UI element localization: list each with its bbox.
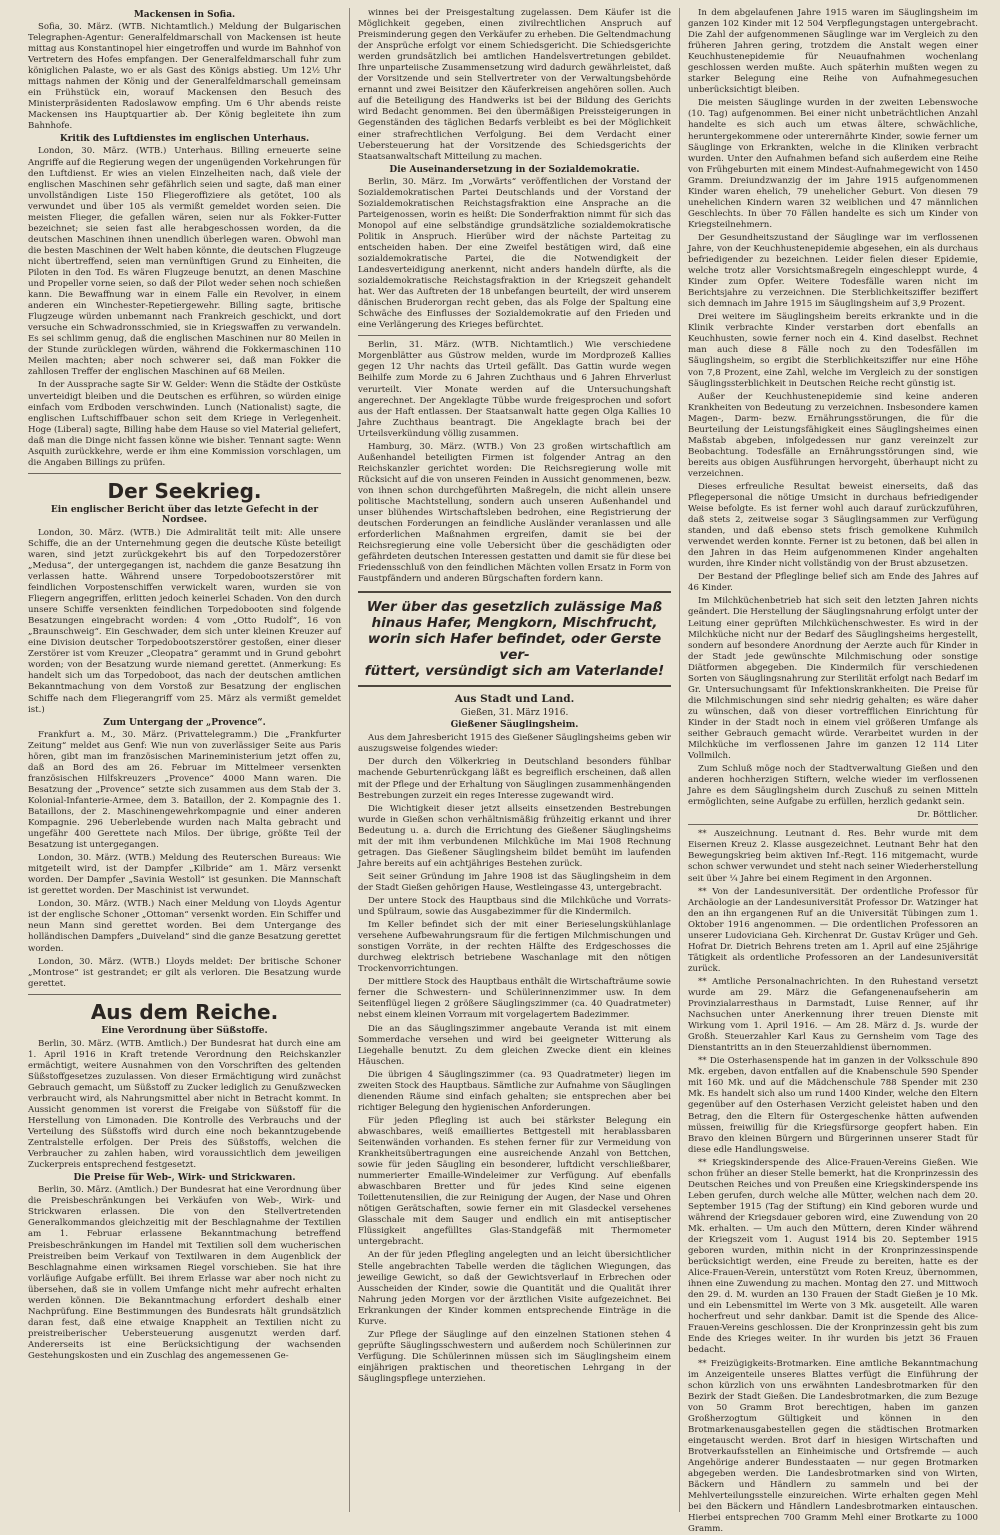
article-provence: Frankfurt a. M., 30. März. (Privattelegramm.) Die „Frankfurter Zeitung“ meldet aus Genf: Wie nun von zuverlässiger Seite aus Paris hören, gibt man im französischen Marineministerium jetzt offen zu, daß an Bord des am 26. Februar im Mittelmeer versenkten französischen Hilfskreuzers „Provence“ 4000 Mann waren. Die Besatzung der „Provence“ setzte sich zusammen aus dem Stab der 3. Kolonial-Infanterie-Armee, dem 3. Bataillon, der 2. Kompagnie des 1. Bataillons, der 2. Maschinengewehrkompagnie und einer anderen Kompagnie. 296 Ueberlebende wurden nach Malta gebracht und ungefähr 400 Gerettete nach Milos. Der übrige, größte Teil der Besatzung ist untergegangen. xyxy=(28,729,341,851)
article-saeugling-11: An der für jeden Pflegling angelegten und an leicht übersichtlicher Stelle angebrachten Tabelle werden die täglichen Wiegungen, das jeweilige Gewicht, so daß der Gewichtsverlauf in Erbrechen oder Ausscheiden der Kinder, sowie die Quantität und die Qualität ihrer Nahrung jeden Morgen vor der ärztlichen Visite aufgezeichnet. Bei Erkrankungen der Kinder kommen entsprechende Einträge in die Kurve. xyxy=(358,1250,671,1327)
article-heim-a: In dem abgelaufenen Jahre 1915 waren im Säuglingsheim im ganzen 102 Kinder mit 12 504 Verpflegungstagen untergebracht. Die Zahl der aufgenommenen Säuglinge war im Vergleich zu den früheren Jahren gering, trotzdem die Anstalt wegen einer Keuchhustenepidemie für Neuaufnahmen wochenlang geschlossen werden mußte. Auch späterhin mußten wegen zu starker Belegung eine Reihe von Aufnahmegesuchen unberücksichtigt bleiben. xyxy=(688,8,978,96)
article-saeugling-5: Der untere Stock des Hauptbaus sind die Milchküche und Vorrats- und Spülraum, sowie das Ausgabezimmer für die Kindermilch. xyxy=(358,896,671,918)
article-heim-e: Außer der Keuchhustenepidemie sind keine anderen Krankheiten von Bedeutung zu verzeichnen. Insbesondere kamen Magen-, Darm- bezw. Ernährungsstörungen, die für die Beurteilung der Leistungsfähigkeit eines Säuglingsheimes einen Maßstab abgeben, infolgedessen nur ganz vereinzelt zur Beobachtung. Todesfälle an Ernährungsstörungen sind, wie bereits aus obigen Ausführungen hervorgeht, überhaupt nicht zu verzeichnen. xyxy=(688,391,978,479)
notice-box xyxy=(358,591,671,687)
divider xyxy=(28,994,341,995)
notice-line-4: füttert, versündigt sich am Vaterlande! xyxy=(364,663,665,680)
divider xyxy=(688,824,978,825)
article-heim-i: Zum Schluß möge noch der Stadtverwaltung Gießen und den anderen hochherzigen Stiftern, welche wieder im verflossenen Jahre es dem Säuglingsheim durch Zuschuß zu seinen Mitteln ermöglichten, seine Aufgabe zu erfüllen, herzlich gedankt sein. xyxy=(688,764,978,808)
article-saeugling-9: Die übrigen 4 Säuglingszimmer (ca. 93 Quadratmeter) liegen im zweiten Stock des Hauptbaus. Sämtliche zur Aufnahme von Säuglingen dienenden Räume sind einfach gehalten; sie entsprechen aber bei richtiger Belegung den hygienischen Anforderungen. xyxy=(358,1069,671,1113)
article-london-2: London, 30. März. (WTB.) Nach einer Meldung von Lloyds Agentur ist der englische Schoner „Ottoman“ versenkt worden. Ein Schiffer und neun Mann sind gerettet worden. Bei dem Untergange des holländischen Dampfers „Duiveland“ sind die ganze Besatzung gerettet worden. xyxy=(28,899,341,954)
note-brotmarken: ** Freizügigkeits-Brotmarken. Eine amtliche Bekanntmachung im Anzeigenteile unseres Blattes verfügt die Einführung der schon kürzlich von uns erwähnten Landesbrotmarken für den Bezirk der Stadt Gießen. Die Landesbrotmarken, die zum Bezuge von 50 Gramm Brot berechtigen, haben im ganzen Großherzogtum Gültigkeit und können in den Brotmarkenausgabestellen gegen die städtischen Brotmarken eingetauscht werden. Brot darf in hiesigen Wirtschaften und Brotverkaufsstellen an Einheimische und Ortsfremde — auch Angehörige anderer Bundesstaaten — nur gegen Brotmarken abgegeben werden. Die Landesbrotmarken sind von Wirten, Bäckern und Händlern zu sammeln und bei der Mehlverteilungsstelle einzureichen. Wirte erhalten gegen Mehl bei den Bäckern und Händlern Landesbrotmarken eintauschen. Hierbei entsprechen 700 Gramm Mehl einer Brotkarte zu 1000 Gramm. xyxy=(688,1358,978,1535)
note-osterhasen: ** Die Osterhasenspende hat im ganzen in der Volksschule 890 Mk. ergeben, davon entfallen auf die Knabenschule 590 Spender mit 160 Mk. und auf die Mädchenschule 788 Spender mit 230 Mk. Es handelt sich also um rund 1400 Kinder, welche den Eltern gegenüber auf den Osterhasen Verzicht geleistet haben und den Betrag, den die Eltern für Ostergeschenke hätten aufwenden müssen, freiwillig für die Kriegsfürsorge geopfert haben. Ein Bravo den kleinen Bürgern und Bürgerinnen unserer Stadt für diese edle Handlungsweise. xyxy=(688,1056,978,1155)
notice-line-1: Wer über das gesetzlich zulässige Maß xyxy=(366,599,663,616)
article-heim-h: Im Milchküchenbetrieb hat sich seit den letzten Jahren nichts geändert. Die Herstellung der Säuglingsnahrung erfolgt unter der Leitung einer geprüften Milchküchenschwester. Es wird in der Milchküche nicht nur der Bedarf des Säuglingsheims hergestellt, sondern auf besondere Anordnung der Aerzte auch für Kinder in der Stadt jede gewünschte Milchmischung oder sonstige Diätformen abgegeben. Die Kindermilch für verschiedenen Sorten von Säuglingsnahrung zur Sterilität erfolgt nach Bedarf im Gr. Untersuchungsamt für Infektionskrankheiten. Die Preise für die Milchmischungen sind sehr niedrig gehalten; es wäre daher zu wünschen, daß von dieser vortrefflichen Einrichtung für Kinder in der Stadt noch in einem viel größeren Umfange als seither Gebrauch gemacht würde. Verarbeitet wurden in der Milchküche im verflossenen Jahre im ganzen 12 114 Liter Vollmilch. xyxy=(688,596,978,762)
article-suessstoff: Berlin, 30. März. (WTB. Amtlich.) Der Bundesrat hat durch eine am 1. April 1916 in Kraft tretende Verordnung den Reichskanzler ermächtigt, weitere Ausnahmen von den Vorschriften des geltenden Süßstoffgesetzes zuzulassen. Von dieser Ermächtigung wird zunächst Gebrauch gemacht, um Süßstoff zu Zucker lediglich zu Genußzwecken verbraucht wird, als Nahrungsmittel aber nicht in Betracht kommt. In Aussicht genommen ist vorerst die Freigabe von Süßstoff für die Herstellung von Limonaden. Die Kontrolle des Verbrauchs und der Verteilung des Süßstoffs wird durch eine noch bekanntzugebende Zentralstelle erfolgen. Der Preis des Süßstoffs, welchen die Verbraucher zu zahlen haben, wird voraussichtlich dem jeweiligen Zuckerpreis entsprechend festgesetzt. xyxy=(28,1038,341,1171)
article-sozialdemokratie: Berlin, 30. März. Im „Vorwärts“ veröffentlichen der Vorstand der Sozialdemokratischen Partei Deutschlands und der Vorstand der Sozialdemokratischen Reichstagsfraktion eine Ansprache an die Parteigenossen, worin es heißt: Die Sonderfraktion nimmt für sich das Monopol auf eine selbständige grundsätzliche sozialdemokratische Politik in Anspruch. Hierüber wird der nächste Parteitag zu entscheiden haben. Der eine Zweifel bestätigen wird, daß eine sozialdemokratische Partei, die die Notwendigkeit der Landesverteidigung anerkennt, nicht anders handeln dürfte, als die sozialdemokratische Reichstagsfraktion in der Kriegszeit gehandelt hat. Wer das Auftreten der 18 unbefangen beurteilt, der wird unserem dänischen Bruderorgan recht geben, das als Folge der Spaltung eine Schwäche des Einflusses der Sozialdemokratie auf den Frieden und eine Verlängerung des Krieges befürchtet. xyxy=(358,176,671,331)
note-personal: ** Amtliche Personalnachrichten. In den Ruhestand versetzt wurde am 29. März die Gefangenenaufseherin am Provinzialarresthaus in Darmstadt, Luise Renner, auf ihr Nachsuchen unter Anerkennung ihrer treuen Dienste mit Wirkung vom 1. April 1916. — Am 28. März d. Js. wurde der Großh. Steuerzahler Karl Kaus zu Gernsheim vom Tage des Dienstantritts an in den Steuerzahldienst übernommen. xyxy=(688,976,978,1054)
note-universitaet: ** Von der Landesuniversität. Der ordentliche Professor für Archäologie an der Landesuniversität Professor Dr. Watzinger hat den an ihn ergangenen Ruf an die Universität Tübingen zum 1. Oktober 1916 angenommen. — Die ordentlichen Professoren an unserer Ludoviciana Geh. Kirchenrat Dr. Gustav Krüger und Geh. Hofrat Dr. Dietrich Behrens treten am 1. April auf eine 25jährige Tätigkeit als ordentliche Professoren an der Landesuniversität zurück. xyxy=(688,886,978,974)
divider xyxy=(28,473,341,474)
article-london-1: London, 30. März. (WTB.) Meldung des Reuterschen Bureaus: Wie mitgeteilt wird, ist der Dampfer „Kilbride“ am 1. März versenkt worden. Der Dampfer „Savinia Westoll“ ist gesunken. Die Mannschaft ist gerettet worden. Der Maschinist ist verwundet. xyxy=(28,853,341,897)
article-saeugling-6: Im Keller befindet sich der mit einer Berieselungskühlanlage versehene Aufbewahrungsraum für die fertigen Milchmischungen und sonstigen Vorräte, in der rechten Hälfte des Erdgeschosses die durchweg elektrisch betriebene Waschanlage mit den nötigen Trockenvorrichtungen. xyxy=(358,920,671,975)
column-middle xyxy=(350,8,680,1512)
heading-preise: Die Preise für Web-, Wirk- und Strickwaren. xyxy=(73,1173,296,1184)
heading-reiche: Aus dem Reiche. xyxy=(90,999,279,1024)
note-kriegskinder: ** Kriegskinderspende des Alice-Frauen-Vereins Gießen. Wie schon früher an dieser Stelle bemerkt, hat die Kronprinzessin des Deutschen Reiches und von Preußen eine Kriegskinderspende ins Leben gerufen, durch welche alle Mütter, welchen nach dem 20. September 1915 (Tag der Stiftung) ein Kind geboren wurde und während der Kriegsdauer geboren wird, eine Zuwendung von 20 Mk. erhalten. — Um auch den Müttern, deren Kinder während der Kriegszeit vom 1. August 1914 bis 20. September 1915 geboren wurden, mithin nicht in der Kronprinzessinspende berücksichtigt werden, eine Freude zu bereiten, hatte es der Alice-Frauen-Verein, unterstützt vom Roten Kreuz, übernommen, ihnen eine Zuwendung zu machen. Montag den 27. und Mittwoch den 29. d. M. wurden an 130 Frauen der Stadt Gießen je 10 Mk. und ein Lebensmittel im Werte von 3 Mk. ausgeteilt. Alle waren hocherfreut und sehr dankbar. Damit ist die Spende des Alice-Frauen-Vereins geschlossen. Die der Kronprinzessin geht bis zum Ende des Krieges weiter. In ihr wurden bis jetzt 36 Frauen bedacht. xyxy=(688,1157,978,1356)
article-heim-f: Dieses erfreuliche Resultat beweist einerseits, daß das Pflegepersonal die nötige Umsicht in durchaus befriedigender Weise befolgte. Es ist ferner wohl auch darauf zurückzuführen, daß stets 2, zeitweise sogar 3 Säuglingsammen zur Verfügung standen, und daß ebenso stets frisch gemolkene Kuhmilch verwendet werden konnte. Ferner ist zu betonen, daß bei allen in den Jahren in das Heim aufgenommenen Kinder angehalten wurden, ihre Kinder nicht vollständig von der Brust abzusetzen. xyxy=(688,481,978,570)
heading-seekrieg: Der Seekrieg. xyxy=(107,478,262,503)
dateline: Gießen, 31. März 1916. xyxy=(460,708,569,719)
article-saeugling-10: Für jeden Pflegling ist auch bei stärkster Belegung ein abwaschbares, weiß emailliertes Bettgestell mit herablassbaren Seitenwänden vorhanden. Es stehen ferner für zur Vermeidung von Krankheitsübertragungen eine ausreichende Anzahl von Bettchen, sowie für jeden Säugling ein besonderer, luftdicht verschließbarer, nummerierter Emaille-Windeleimer zur Verfügung. Auf ebenfalls abwaschbaren Bretter und für jedes Kind seine eigenen Toilettenutensilien, die zur Reinigung der Augen, der Nase und Ohren nötigen Gerätschaften, sowie ferner ein mit Glasdeckel versehenes Glasschale mit dem Sauger und endlich ein mit antiseptischer Flüssigkeit angefülltes Glas-Standgefäß mit Thermometer untergebracht. xyxy=(358,1115,671,1248)
subheading-seekrieg: Ein englischer Bericht über das letzte Gefecht in der Nordsee. xyxy=(50,504,319,525)
subheading-saeuglingsheim: Gießener Säuglingsheim. xyxy=(450,720,579,731)
article-mordprozess: Berlin, 31. März. (WTB. Nichtamtlich.) Wie verschiedene Morgenblätter aus Güstrow melden, wurde im Mordprozeß Kallies gegen 12 Uhr nachts das Urteil gefällt. Das Gattin wurde wegen Beihilfe zum Morde zu 6 Jahren Zuchthaus und 6 Jahren Ehrverlust verurteilt. Vier Monate werden auf die Untersuchungshaft angerechnet. Der Angeklagte Tübbe wurde freigesprochen und sofort aus der Haft entlassen. Der Staatsanwalt hatte gegen Olga Kallies 10 Jahre Zuchthaus beantragt. Die Angeklagte brach bei der Urteilsverkündung völlig zusammen. xyxy=(358,340,671,439)
subheading-reiche: Eine Verordnung über Süßstoffe. xyxy=(101,1025,268,1036)
divider xyxy=(358,335,671,336)
article-saeugling-7: Der mittlere Stock des Hauptbaus enthält die Wirtschafträume sowie ferner die Schwestern- und Schülerinnenzimmer usw. In dem Seitenflügel liegen 2 größere Säuglingszimmer (ca. 40 Quadratmeter) nebst einem kleinen Vorraum mit vorgelagertem Badezimmer. xyxy=(358,977,671,1021)
notice-line-2: hinaus Hafer, Mengkorn, Mischfrucht, xyxy=(371,615,658,632)
article-kritik-2: In der Aussprache sagte Sir W. Gelder: Wenn die Städte der Ostküste unverteidigt bleiben und die Deutschen es erführen, so würden einige einfach vom Erdboden verschwinden. Lunch (Nationalist) sagte, die englischen Luftschiffbauer schon seit dem Kriege in Verlegenheit. Hoge (Liberal) sagte, Billing habe dem Hause so viel Material geliefert, daß man die Dinge nicht fassen könne wie bisher. Tennant sagte: Wenn Asquith zurückkehre, werde er ihm eine Kommission vorschlagen, um die Angaben Billings zu prüfen. xyxy=(28,380,341,468)
heading-mackensen: Mackensen in Sofia. xyxy=(133,10,236,20)
article-saeugling-2: Der durch den Völkerkrieg in Deutschland besonders fühlbar machende Geburtenrückgang läßt es begreiflich erscheinen, daß allen mit der Pflege und der Erhaltung von Säuglingen zusammenhängenden Bestrebungen zurzeit ein reges Interesse zugewandt wird. xyxy=(358,757,671,801)
column-right xyxy=(680,8,986,1535)
article-saeugling-12: Zur Pflege der Säuglinge auf den einzelnen Stationen stehen 4 geprüfte Säuglingsschwestern und außerdem noch Schülerinnen zur Verfügung. Die Schülerinnen müssen sich im Säuglingsheim einem einjährigen praktischen und theoretischen Lehrgang in der Säuglingspflege unterziehen. xyxy=(358,1329,671,1384)
article-saeugling-3: Die Wichtigkeit dieser jetzt allseits einsetzenden Bestrebungen wurde in Gießen schon verhältnismäßig frühzeitig erkannt und ihrer Bedeutung u. a. durch die Errichtung des Gießener Säuglingsheims mit der mit ihm verbundenen Milchküche im Mai 1908 Rechnung getragen. Das Gießener Säuglingsheim bildet bemüht im laufenden Jahre bereits auf ein achtjähriges Bestehen zurück. xyxy=(358,803,671,869)
article-saeugling-8: Die an das Säuglingszimmer angebaute Veranda ist mit einem Sommerdache versehen und wird bei geeigneter Witterung als Liegehalle benutzt. Zu dem gleichen Zwecke dient ein kleines Häuschen. xyxy=(358,1023,671,1067)
article-heim-g: Der Bestand der Pfleglinge belief sich am Ende des Jahres auf 46 Kinder. xyxy=(688,572,978,594)
article-saeugling-4: Seit seiner Gründung im Jahre 1908 ist das Säuglingsheim in dem der Stadt Gießen gehörigen Hause, Westleingasse 43, untergebracht. xyxy=(358,871,671,893)
article-preise-cont: winnes bei der Preisgestaltung zugelassen. Dem Käufer ist die Möglichkeit gegeben, einen zivilrechtlichen Anspruch auf Preisminderung gegen den Verkäufer zu erheben. Die Geltendmachung der Ansprüche erfolgt vor einem Schiedsgericht. Die Schiedsgerichte werden grundsätzlich bei amtlichen Handelsvertretungen gebildet. Ihre unparteiische Zusammensetzung wird dadurch gewährleistet, daß der Vorsitzende und sein Stellvertreter von der Verwaltungsbehörde ernannt und zwei Beisitzer den Käuferkreisen angehören sollen. Auch auf die Beteiligung des Handwerks ist bei der Bildung des Gerichts wird Bedacht genommen. Bei den übermäßigen Preissteigerungen in Gegenständen des täglichen Bedarfs verbleibt es bei der Möglichkeit einer strafrechtlichen Verfolgung. Bei dem Verdacht einer Uebersteuerung hat der Vorsitzende des Schiedsgerichts der Staatsanwaltschaft Mitteilung zu machen. xyxy=(358,8,671,162)
article-sofia: Sofia, 30. März. (WTB. Nichtamtlich.) Meldung der Bulgarischen Telegraphen-Agentur: Generalfeldmarschall von Mackensen ist heute mittag aus Konstantinopel hier eingetroffen und wurde im Bahnhof von Vertretern des Hofes empfangen. Der Generalfeldmarschall fuhr zum königlichen Palaste, wo er als Gast des Königs abstieg. Um 12½ Uhr mittags nahmen der König und der Generalfeldmarschall gemeinsam ein Frühstück ein, worauf Mackensen den Besuch des Ministerpräsidenten Radoslawow empfing. Um 6 Uhr abends reiste Mackensen ins Hauptquartier ab. Der König begleitete ihn zum Bahnhofe. xyxy=(28,22,341,132)
article-preise: Berlin, 30. März. (Amtlich.) Der Bundesrat hat eine Verordnung über die Preisbeschränkungen bei Verkäufen von Web-, Wirk- und Strickwaren erlassen. Die von den Stellvertretenden Generalkommandos gleichzeitig mit der Beschlagnahme der Textilien am 1. Februar erlassene Bekanntmachung betreffend Preisbeschränkungen im Handel mit Textilien soll dem wucherischen Preistreiben beim Verkauf von Textilwaren in dem Augenblick der Beschlagnahme einen wirksamen Riegel vorschieben. Sie hat ihre vorläufige Aufgabe erfüllt. Bei ihrem Erlasse war aber noch nicht zu übersehen, daß sie in vollem Umfange nicht mehr aufrecht erhalten werden können. Die Bekanntmachung erfordert deshalb einer Nachprüfung. Eine Bestimmungen des Bundesrats hält grundsätzlich daran fest, daß eine etwaige Knappheit an Textilien nicht zu preistreiberischer Uebersteuerung ausgenutzt werden darf. Andererseits ist eine Berücksichtigung der wachsenden Gestehungskosten und ein Zuschlag des angemessenen Ge- xyxy=(28,1185,341,1361)
column-left xyxy=(20,8,350,1512)
article-london-3: London, 30. März. (WTB.) Lloyds meldet: Der britische Schoner „Montrose“ ist gestrandet; er gilt als verloren. Die Besatzung wurde gerettet. xyxy=(28,956,341,989)
article-kritik-1: London, 30. März. (WTB.) Unterhaus. Billing erneuerte seine Angriffe auf die Regierung wegen der ungenügenden Vorkehrungen für den Luftdienst. Er wies an vielen Einzelheiten nach, daß viele der englischen Maschinen sehr gefährlich seien und sagte, daß man einer unvollständigen Liste 150 Fliegeroffiziere als getötet, 100 als verwundet und über 105 als vermißt gemeldet worden seien. Die meisten Flieger, die gefallen wären, seien nur als Fokker-Futter bezeichnet; sie seien fast alle herabgeschossen worden, da die deutschen Maschinen ihnen unendlich überlegen waren. Obwohl man die besten Maschinen der Welt haben könnte, die deutschen Flugzeuge nicht übertreffend, seien man vernünftigen Grund zu Einheiten, die Piloten in den Tod. Es wären Flugzeuge benutzt, an denen Maschine und Propeller vorne seien, so daß der Pilot weder sehen noch schießen kann. Die Bewaffnung war in einem Falle ein Revolver, in einem anderen ein Winchester-Repetiergewehr. Billing sagte, britische Flugzeuge würden unbemannt nach Frankreich geschickt, und dort versuche ein Schwadronsschmied, sie in Kriegswaffen zu verwandeln. Es sei schlimm genug, daß die englischen Maschinen nur 80 Meilen in der Stunde zurücklegen würden, während die Fokkermaschinen 110 Meilen machten; aber noch schwerer sei, daß man Fokker die zahllosen Treffer der englischen Maschinen auf 68 Meilen. xyxy=(28,146,341,378)
article-hamburg: Hamburg, 30. März. (WTB.) Von 23 großen wirtschaftlich am Außenhandel beteiligten Firmen ist folgender Antrag an den Reichskanzler gerichtet worden: Die Reichsregierung wolle mit Rücksicht auf die von unseren Feinden in Aussicht genommenen, bezw. von ihnen schon durchgeführten Maßregeln, die nicht allein unsere politische Machtstellung, sondern auch unseren Außenhandel und unser blühendes Wirtschaftsleben bedrohen, eine Registrierung der deutschen Forderungen an feindliche Ausländer veranlassen und alle erforderlichen Maßnahmen ergreifen, damit sie bei der Reichsregierung eine volle Uebersicht über die geschädigten oder gefährdeten deutschen Interessen gestatten und damit sie für diese bei Friedensschluß von den feindlichen Mächten vollen Ersatz in Form von Faustpfändern und anderen Bürgschaften fordern kann. xyxy=(358,441,671,585)
article-heim-b: Die meisten Säuglinge wurden in der zweiten Lebenswoche (10. Tag) aufgenommen. Bei einer nicht unbeträchtlichen Anzahl handelte es sich auch um etwas ältere, schwächliche, heruntergekommene oder unterernährte Kinder, sowie ferner um Säuglinge von Erkrankten, welche in die Kliniken verbracht wurden. Unter den Aufnahmen befand sich außerdem eine Reihe von Frühgeburten mit einem Mindest-Aufnahmegewicht von 1450 Gramm. Dreiundzwanzig der im Jahre 1915 aufgenommenen Kinder waren ehelich, 79 unehelicher Geburt. Von diesen 79 unehelichen Kindern waren 32 weiblichen und 47 männlichen Geschlechts. In über 70 Fällen handelte es sich um Kinder von Kriegsteilnehmern. xyxy=(688,98,978,230)
note-auszeichnung: ** Auszeichnung. Leutnant d. Res. Behr wurde mit dem Eisernen Kreuz 2. Klasse ausgezeichnet. Leutnant Behr hat den Bewegungskrieg beim aktiven Inf.-Regt. 116 mitgemacht, wurde schon schwer verwundet und steht nach seiner Wiederherstellung seit über ¼ Jahre bei einem Regiment in den Argonnen. xyxy=(688,829,978,884)
article-saeugling-1: Aus dem Jahresbericht 1915 des Gießener Säuglingsheims geben wir auszugsweise folgendes wieder: xyxy=(358,733,671,755)
signature: Dr. Böttlicher. xyxy=(917,810,978,821)
article-seekrieg: London, 30. März. (WTB.) Die Admiralität teilt mit: Alle unsere Schiffe, die an der Unternehmung gegen die deutsche Küste beteiligt waren, sind jetzt zurückgekehrt bis auf den Torpedozerstörer „Medusa“, der untergegangen ist, nachdem die ganze Besatzung ihn verlassen hatte. Während unsere Torpedobootszerstörer mit feindlichen Vorpostenschiffen verwickelt waren, wurden sie von Fliegern angegriffen, erlitten jedoch keinerlei Schaden. Von den durch unsere Schiffe versenkten feindlichen Torpedobooten sind folgende Besatzungen eingebracht worden: 4 vom „Otto Rudolf“, 16 von „Braunschweig“. Ein Geschwader, dem sich unter kleinen Kreuzer auf eine Division deutscher Torpedobootszerstörer gestoßen, einer dieser Zerstörer ist vom Kreuzer „Cleopatra“ gerammt und in Grund gebohrt worden; von der Besatzung wurde niemand gerettet. (Anmerkung: Es handelt sich um das Torpedoboot, das nach der deutschen amtlichen Bekanntmachung von dem Vorstoß zur Besatzung der englischen Schiffe nach dem Fliegerangriff vom 25. März als vermißt gemeldet ist.) xyxy=(28,527,341,715)
notice-line-3: worin sich Hafer befindet, oder Gerste ver- xyxy=(367,631,662,664)
heading-provence: Zum Untergang der „Provence“. xyxy=(103,717,266,728)
article-heim-c: Der Gesundheitszustand der Säuglinge war im verflossenen Jahre, von der Keuchhustenepidemie abgesehen, ein als durchaus befriedigender zu bezeichnen. Leider fielen dieser Epidemie, welche trotz aller Vorsichtsmaßregeln eingeschleppt wurde, 4 Kinder zum Opfer. Weitere Todesfälle waren nicht im Berichtsjahre zu verzeichnen. Die Sterblichkeitsziffer beziffert sich demnach im Jahre 1915 im Säuglingsheim auf 3,9 Prozent. xyxy=(688,232,978,310)
heading-stadt-land: Aus Stadt und Land. xyxy=(454,693,575,706)
heading-kritik: Kritik des Luftdienstes im englischen Unterhaus. xyxy=(59,134,310,145)
heading-sozialdemokratie: Die Auseinandersetzung in der Sozialdemokratie. xyxy=(389,164,640,175)
article-heim-d: Drei weitere im Säuglingsheim bereits erkrankte und in die Klinik verbrachte Kinder verstarben dort ebenfalls an Keuchhusten, sowie ferner noch ein 4. Kind daselbst. Rechnet man auch diese 8 Fälle noch zu den Todesfällen im Säuglingsheim, so ergibt die Sterblichkeitsziffer nur eine Höhe von 7,8 Prozent, eine Zahl, welche im Vergleich zu der sonstigen Säuglingssterblichkeit in Deutschen Reiche recht günstig ist. xyxy=(688,312,978,389)
